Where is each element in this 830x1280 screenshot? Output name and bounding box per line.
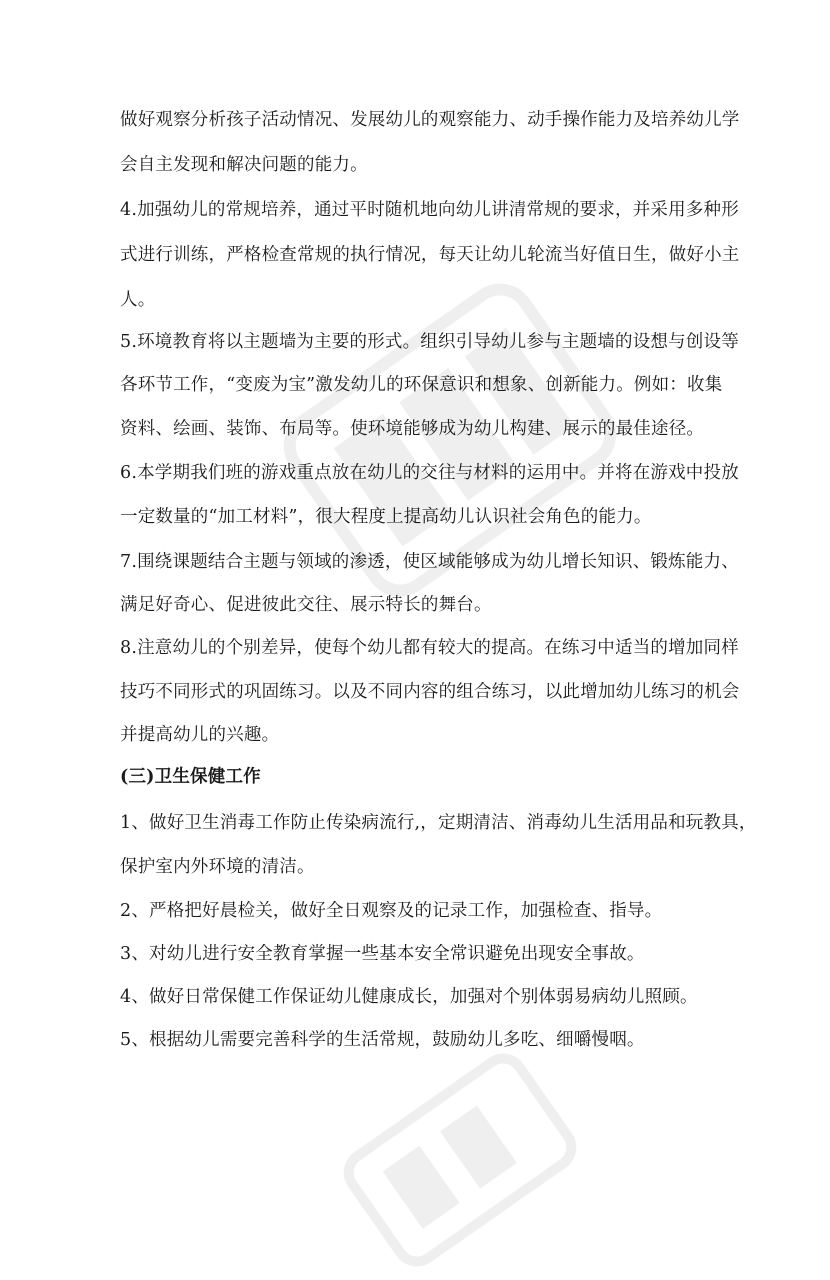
item-4-line-3: 人。 — [120, 290, 156, 310]
item-5-line-3: 资料、绘画、装饰、布局等。使环境能够成为幼儿构建、展示的最佳途径。 — [120, 419, 705, 439]
health-item-1-line-1: 1、做好卫生消毒工作防止传染病流行,，定期清洁、消毒幼儿生活用品和玩教具， — [120, 813, 757, 833]
watermark-logo-bottom — [330, 1040, 591, 1280]
item-4-line-1: 4.加强幼儿的常规培养，通过平时随机地向幼儿讲清常规的要求，并采用多种形 — [120, 200, 739, 220]
item-5-line-1: 5.环境教育将以主题墙为主要的形式。组织引导幼儿参与主题墙的设想与创设等 — [120, 332, 739, 352]
item-5-line-2: 各环节工作，“变废为宝”激发幼儿的环保意识和想象、创新能力。例如：收集 — [120, 375, 723, 395]
paragraph-continuation-line-2: 会自主发现和解决问题的能力。 — [120, 155, 368, 175]
health-item-4: 4、做好日常保健工作保证幼儿健康成长，加强对个别体弱易病幼儿照顾。 — [120, 987, 698, 1007]
item-6-line-2: 一定数量的“加工材料”，很大程度上提高幼儿认识社会角色的能力。 — [120, 507, 652, 527]
item-7-line-2: 满足好奇心、促进彼此交往、展示特长的舞台。 — [120, 595, 492, 615]
health-item-5: 5、根据幼儿需要完善科学的生活常规，鼓励幼儿多吃、细嚼慢咽。 — [120, 1030, 645, 1050]
health-item-1-line-2: 保护室内外环境的清洁。 — [120, 857, 315, 877]
item-6-line-1: 6.本学期我们班的游戏重点放在幼儿的交往与材料的运用中。并将在游戏中投放 — [120, 463, 739, 483]
health-item-3: 3、对幼儿进行安全教育掌握一些基本安全常识避免出现安全事故。 — [120, 944, 645, 964]
paragraph-continuation-line-1: 做好观察分析孩子活动情况、发展幼儿的观察能力、动手操作能力及培养幼儿学 — [120, 110, 740, 130]
section-heading: (三)卫生保健工作 — [120, 767, 261, 787]
item-8-line-3: 并提高幼儿的兴趣。 — [120, 725, 280, 745]
item-8-line-2: 技巧不同形式的巩固练习。以及不同内容的组合练习，以此增加幼儿练习的机会 — [120, 682, 740, 702]
item-8-line-1: 8.注意幼儿的个别差异，使每个幼儿都有较大的提高。在练习中适当的增加同样 — [120, 638, 739, 658]
item-7-line-1: 7.围绕课题结合主题与领域的渗透，使区域能够成为幼儿增长知识、锻炼能力、 — [120, 552, 739, 572]
health-item-2: 2、严格把好晨检关，做好全日观察及的记录工作，加强检查、指导。 — [120, 901, 663, 921]
item-4-line-2: 式进行训练，严格检查常规的执行情况，每天让幼儿轮流当好值日生，做好小主 — [120, 245, 740, 265]
